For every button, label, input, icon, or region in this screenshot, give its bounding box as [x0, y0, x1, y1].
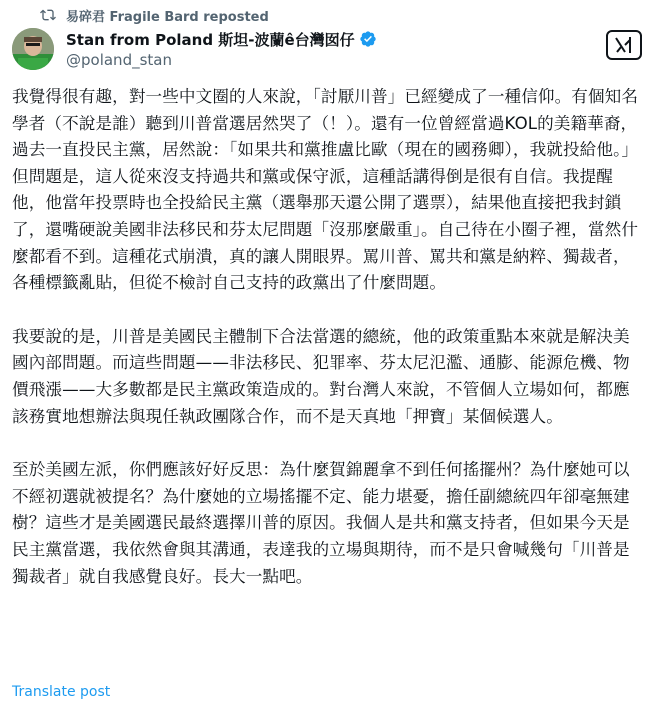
post-paragraph-1: 我覺得很有趣，對一些中文圈的人來說，「討厭川普」已經變成了一種信仰。有個知名學者（不說是誰）聽到川普當選居然哭了（！）。還有一位曾經當過KOL的美籍華裔，過去一直投民主黨，居然說：「如果共和黨推盧比歐（現在的國務卿），我就投給他。」但問題是，這人從來沒支持過共和黨或保守派，這種話講得倒是很有自信。我提醒他，他當年投票時也全投給民主黨（選舉那天還公開了選票），結果他直接把我封鎖了，還嘴硬說美國非法移民和芬太尼問題「沒那麼嚴重」。自己待在小圈子裡，當然什麼都看不到。這種花式崩潰，真的讓人開眼界。罵川普、罵共和黨是納粹、獨裁者，各種標籤亂貼，但從不檢討自己支持的政黨出了什麼問題。 — [12, 87, 639, 293]
post-body — [12, 84, 640, 590]
grok-button[interactable] — [606, 30, 642, 60]
author-handle[interactable]: @poland_stan — [66, 51, 172, 69]
verified-badge-icon — [359, 30, 377, 48]
repost-indicator[interactable] — [40, 5, 269, 25]
author-name[interactable]: Stan from Poland 斯坦-波蘭ê台灣囡仔 — [66, 30, 355, 49]
avatar[interactable] — [12, 28, 54, 70]
translate-post-link[interactable]: Translate post — [12, 684, 111, 700]
repost-text: 易碎君 Fragile Bard reposted — [66, 9, 269, 25]
author-name-row[interactable] — [66, 28, 596, 50]
post-header — [66, 28, 596, 70]
grok-icon — [614, 36, 634, 54]
avatar-image — [12, 28, 54, 70]
repost-icon — [40, 7, 56, 23]
post-paragraph-2: 我要說的是，川普是美國民主體制下合法當選的總統，他的政策重點本來就是解決美國內部問題。而這些問題——非法移民、犯罪率、芬太尼氾濫、通膨、能源危機、物價飛漲——大多數都是民主黨政策造成的。對台灣人來說，不管個人立場如何，都應該務實地想辦法與現任執政團隊合作，而不是天真地「押寶」某個候選人。 — [12, 326, 630, 426]
post-paragraph-3: 至於美國左派，你們應該好好反思：為什麼賀錦麗拿不到任何搖擺州？為什麼她可以不經初選就被提名？為什麼她的立場搖擺不定、能力堪憂，擔任副總統四年卻毫無建樹？這些才是美國選民最終選擇川普的原因。我個人是共和黨支持者，但如果今天是民主黨當選，我依然會與其溝通，表達我的立場與期待，而不是只會喊幾句「川普是獨裁者」就自我感覺良好。長大一點吧。 — [12, 460, 630, 586]
